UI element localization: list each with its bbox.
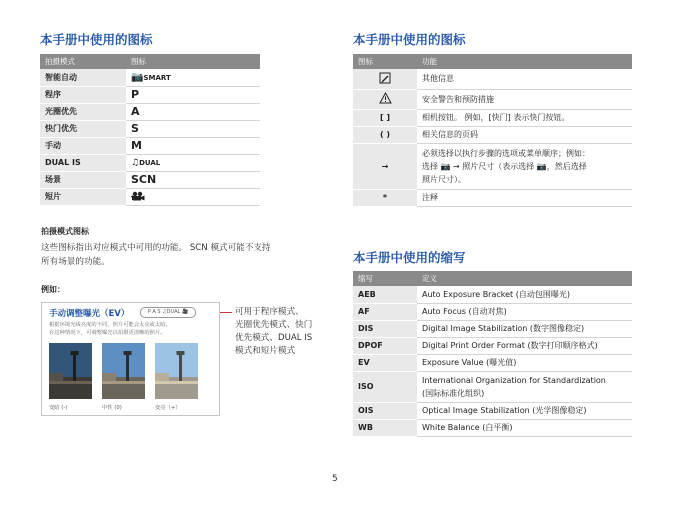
table-row	[40, 188, 260, 205]
definition: Auto Exposure Bracket (自动包围曝光)	[417, 286, 632, 303]
table-row	[353, 109, 632, 126]
table-row	[353, 89, 632, 109]
definition: International Organization for Standardization (国际标准化组织)	[417, 371, 632, 402]
table-header-row	[353, 54, 632, 69]
table-row	[353, 419, 632, 436]
function-text: 安全警告和预防措施	[417, 89, 632, 109]
abbreviation: DIS	[353, 320, 417, 337]
function-text: 注释	[417, 189, 632, 206]
table-row	[353, 69, 632, 89]
table-row	[353, 371, 632, 402]
header-definition: 定义	[417, 271, 632, 286]
abbreviation-table	[353, 271, 632, 437]
header-icon: 图标	[126, 54, 260, 69]
table-row	[40, 103, 260, 120]
mode-name: 光圈优先	[40, 103, 126, 120]
arrow-icon: →	[353, 143, 417, 189]
abbreviations-title: 本手册中使用的缩写	[353, 250, 466, 265]
definition: White Balance (白平衡)	[417, 419, 632, 436]
function-text: 其他信息	[417, 69, 632, 89]
function-text: 必须选择以执行步骤的选项或菜单顺序；例如： 选择 📷 → 照片尺寸（表示选择 📷，然后选择 照片尺寸）。	[417, 143, 632, 189]
definition: Optical Image Stabilization (光学图像稳定)	[417, 402, 632, 419]
table-row	[353, 126, 632, 143]
abbreviation: AEB	[353, 286, 417, 303]
mode-name: 智能自动	[40, 69, 126, 86]
caption-darker: 变暗 (-)	[49, 405, 68, 411]
header-mode: 拍摄模式	[40, 54, 126, 69]
manual-mode-icon: M	[126, 137, 260, 154]
mode-name: 场景	[40, 171, 126, 188]
parenthesis-icon: ( )	[353, 126, 417, 143]
dual-is-icon: ♫DUAL	[126, 154, 260, 171]
example-description: 根据环境光线亮度的不同，照片可能会太亮或太暗。 在这种情况下，可调整曝光以拍摄更清晰的照片。	[49, 322, 171, 336]
example-label: 例如：	[41, 285, 65, 294]
example-mode-badge: P A S ♫DUAL 🎥	[140, 307, 196, 318]
neutral-photo	[102, 343, 145, 399]
table-header-row	[40, 54, 260, 69]
left-page-title: 本手册中使用的图标	[40, 32, 153, 47]
table-row	[40, 69, 260, 86]
callout-note: 可用于程序模式、 光圈优先模式、快门 优先模式、DUAL IS 模式和短片模式	[235, 307, 313, 356]
abbreviation: OIS	[353, 402, 417, 419]
mode-name: 快门优先	[40, 120, 126, 137]
bracket-icon: [ ]	[353, 109, 417, 126]
mode-name: 手动	[40, 137, 126, 154]
table-row	[353, 303, 632, 320]
scene-mode-icon: SCN	[126, 171, 260, 188]
table-row	[40, 171, 260, 188]
caption-neutral: 中性 (0)	[102, 405, 122, 411]
table-row	[40, 86, 260, 103]
shooting-mode-icon-table	[40, 54, 260, 206]
page-number: 5	[332, 474, 338, 484]
mode-icons-heading: 拍摄模式图标	[41, 227, 89, 236]
function-text: 相机按钮。 例如，[快门] 表示快门按钮。	[417, 109, 632, 126]
abbreviation: WB	[353, 419, 417, 436]
table-row	[353, 337, 632, 354]
table-row	[40, 120, 260, 137]
table-row	[353, 286, 632, 303]
aperture-mode-icon: A	[126, 103, 260, 120]
abbreviation: EV	[353, 354, 417, 371]
table-row	[40, 154, 260, 171]
function-text: 相关信息的页码	[417, 126, 632, 143]
movie-icon	[126, 188, 260, 205]
example-box	[41, 302, 220, 416]
example-title: 手动调整曝光（EV）	[49, 309, 130, 319]
table-row	[353, 143, 632, 189]
table-row	[353, 354, 632, 371]
callout-line	[220, 312, 232, 313]
smart-auto-icon: 📷SMART	[126, 69, 260, 86]
abbreviation: AF	[353, 303, 417, 320]
brighter-photo	[155, 343, 198, 399]
shutter-mode-icon: S	[126, 120, 260, 137]
mode-name: 程序	[40, 86, 126, 103]
abbreviation: DPOF	[353, 337, 417, 354]
asterisk-icon: *	[353, 189, 417, 206]
warning-icon	[353, 89, 417, 109]
abbreviation: ISO	[353, 371, 417, 402]
header-icon: 图标	[353, 54, 417, 69]
table-row	[40, 137, 260, 154]
caption-brighter: 变亮（+）	[155, 405, 181, 411]
darker-photo	[49, 343, 92, 399]
definition: Digital Image Stabilization (数字图像稳定)	[417, 320, 632, 337]
mode-name: 短片	[40, 188, 126, 205]
manual-icon-table	[353, 54, 632, 207]
mode-name: DUAL IS	[40, 154, 126, 171]
table-row	[353, 189, 632, 206]
header-function: 功能	[417, 54, 632, 69]
note-icon	[353, 69, 417, 89]
table-row	[353, 402, 632, 419]
mode-icons-text: 这些图标指出对应模式中可用的功能。 SCN 模式可能不支持 所有场景的功能。	[41, 243, 271, 267]
program-mode-icon: P	[126, 86, 260, 103]
table-row	[353, 320, 632, 337]
header-abbreviation: 缩写	[353, 271, 417, 286]
definition: Auto Focus (自动对焦)	[417, 303, 632, 320]
right-page-title: 本手册中使用的图标	[353, 32, 466, 47]
definition: Exposure Value (曝光值)	[417, 354, 632, 371]
definition: Digital Print Order Format (数字打印顺序格式)	[417, 337, 632, 354]
table-header-row	[353, 271, 632, 286]
